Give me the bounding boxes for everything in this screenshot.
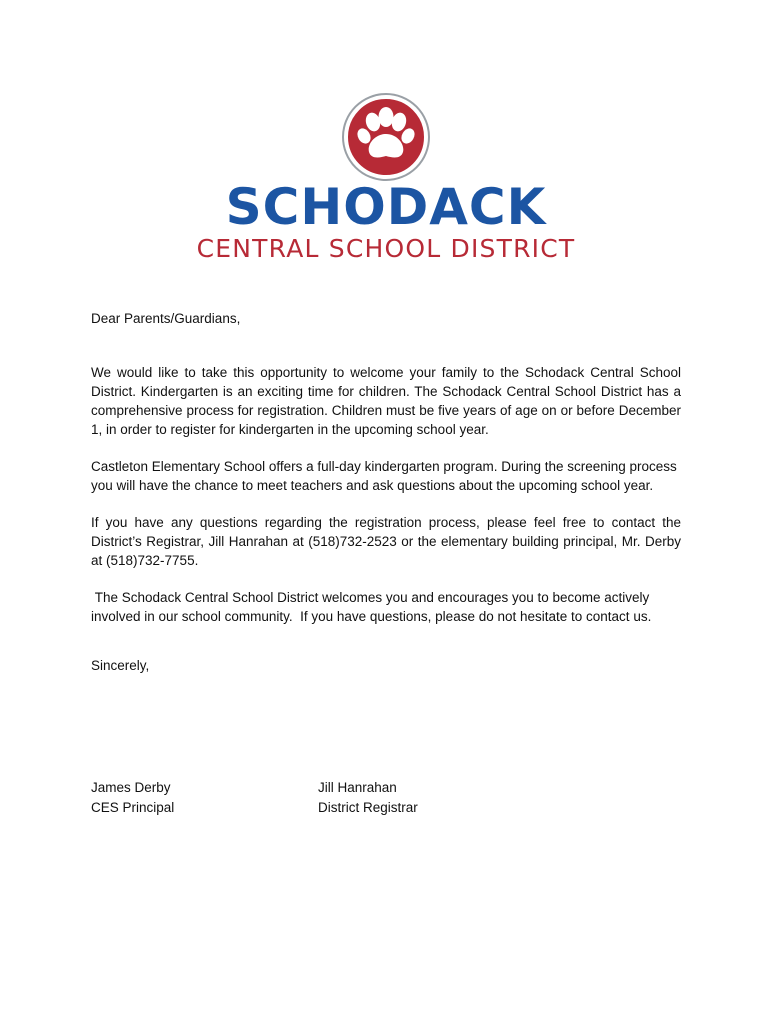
letter-paragraph-contact: If you have any questions regarding the registration process, please feel free to contact the District’s Registrar, Jill Hanrahan at (518)732-2523 or the elementary building principal, Mr. Derby at (518)732-7755. bbox=[91, 515, 681, 568]
salutation: Dear Parents/Guardians, bbox=[91, 311, 241, 326]
logo-wordmark-text: SCHODACK bbox=[225, 178, 547, 236]
logo-subtitle: CENTRAL SCHOOL DISTRICT bbox=[196, 234, 576, 263]
signature-title: District Registrar bbox=[318, 800, 418, 815]
letter-body bbox=[91, 309, 681, 693]
signature-title: CES Principal bbox=[91, 800, 175, 815]
letter-paragraph-welcome: We would like to take this opportunity to welcome your family to the Schodack Central School District. Kindergarten is an exciting time for children. The Schodack Central School District has a comprehensive process for registration. Children must be five years of age on or before December 1, in order to register for kindergarten in the upcoming school year. bbox=[91, 365, 681, 437]
letter-paragraph-program: Castleton Elementary School offers a full-day kindergarten program. During the screening process you will have the chance to meet teachers and ask questions about the upcoming school year. bbox=[91, 459, 677, 493]
signature-registrar bbox=[318, 778, 418, 818]
signature-principal bbox=[91, 778, 174, 818]
closing: Sincerely, bbox=[91, 658, 150, 673]
letter-paragraph-community: The Schodack Central School District welcomes you and encourages you to become actively involved in our school community. If you have questions, please do not hesitate to contact us. bbox=[91, 590, 654, 624]
signature-name: James Derby bbox=[91, 780, 171, 795]
paw-icon bbox=[341, 92, 431, 182]
signature-name: Jill Hanrahan bbox=[318, 780, 397, 795]
district-logo bbox=[0, 0, 770, 290]
logo-wordmark bbox=[176, 176, 596, 238]
